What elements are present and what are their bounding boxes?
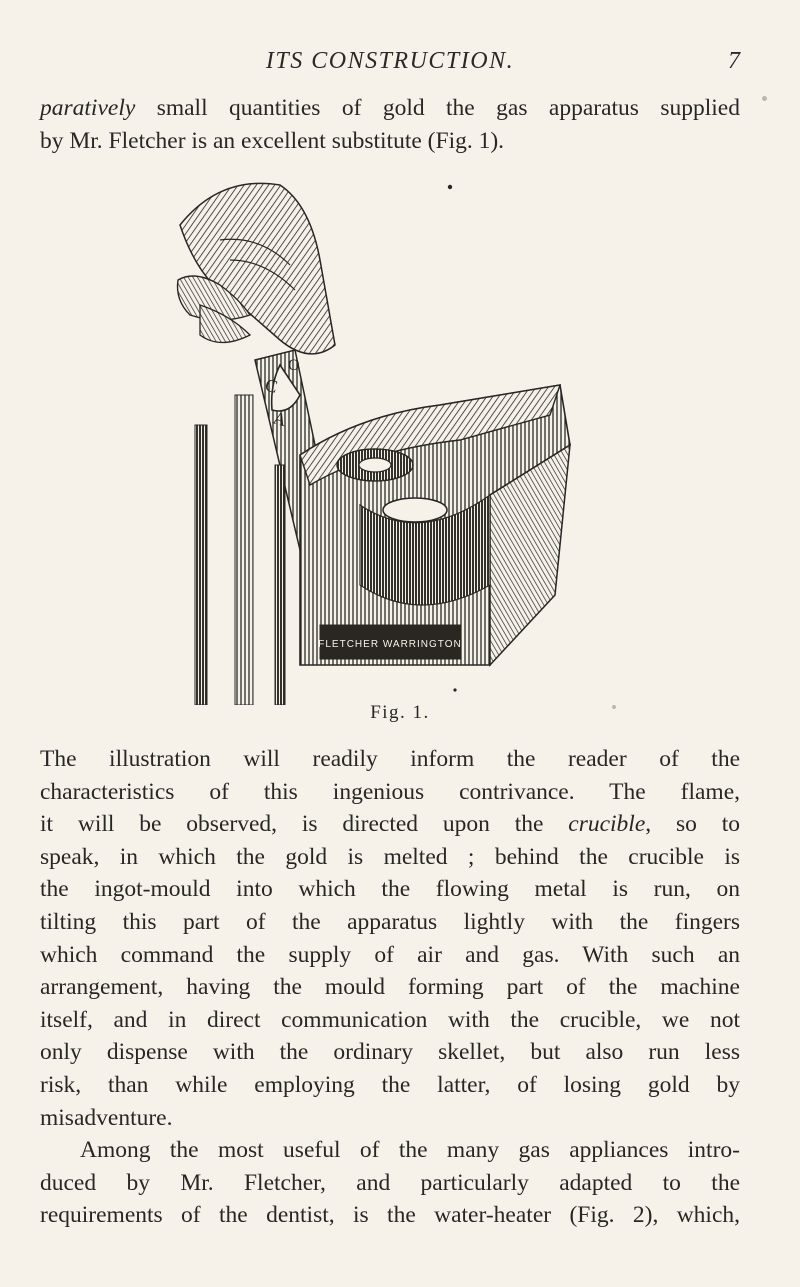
stand-legs xyxy=(195,395,285,705)
main-line-7: which command the supply of air and gas. With such an xyxy=(40,941,740,968)
main-line-2: characteristics of this ingenious contrivance. The flame, xyxy=(40,778,740,805)
burner-body xyxy=(300,385,570,665)
svg-text:O: O xyxy=(288,357,300,374)
svg-text:A: A xyxy=(270,407,289,431)
intro-line-1-text: small quantities of gold the gas apparatus supplied xyxy=(135,95,740,121)
hand-illustration xyxy=(178,183,336,354)
paragraph-next xyxy=(40,1134,740,1232)
main-line-9: itself, and in direct communication with the crucible, we not xyxy=(40,1006,740,1033)
main-line-6: tilting this part of the apparatus lightly with the fingers xyxy=(40,908,740,935)
paragraph-intro xyxy=(40,92,740,157)
crucible-italic: crucible xyxy=(568,811,646,838)
main-line-10: only dispense with the ordinary skellet, but also run less xyxy=(40,1039,740,1066)
makers-plate-text: FLETCHER WARRINGTON xyxy=(318,639,462,650)
main-line-11: risk, than while employing the latter, of losing gold by xyxy=(40,1071,740,1098)
intro-line-1 xyxy=(40,92,740,125)
next-line-3: requirements of the dentist, is the water-heater (Fig. 2), which, xyxy=(40,1202,740,1229)
main-line-8: arrangement, having the mould forming part of the machine xyxy=(40,974,740,1001)
paper-speck xyxy=(612,705,616,709)
main-line-3-pre: it will be observed, is directed upon the xyxy=(40,811,569,838)
next-line-1: Among the most useful of the many gas appliances intro- xyxy=(80,1137,740,1163)
main-line-5: the ingot-mould into which the flowing metal is run, on xyxy=(40,876,740,903)
svg-text:C: C xyxy=(262,374,280,397)
intro-italic-word: paratively xyxy=(40,95,136,121)
main-line-1: The illustration will readily inform the reader of the xyxy=(40,746,740,772)
paragraph-main xyxy=(40,743,740,1134)
next-line-2: duced by Mr. Fletcher, and particularly adapted to the xyxy=(40,1169,740,1196)
main-line-4: speak, in which the gold is melted ; behind the crucible is xyxy=(40,843,740,870)
figure-gas-apparatus xyxy=(160,165,600,705)
intro-line-2: by Mr. Fletcher is an excellent substitute (Fig. 1). xyxy=(40,127,505,154)
running-head xyxy=(40,48,740,88)
page-number: 7 xyxy=(728,48,740,74)
paper-speck xyxy=(762,96,767,101)
main-line-12: misadventure. xyxy=(40,1104,173,1131)
figure-caption: Fig. 1. xyxy=(370,702,430,723)
main-line-3-post: , so to xyxy=(645,811,740,838)
running-head-title: ITS CONSTRUCTION. xyxy=(265,48,515,74)
main-line-3 xyxy=(40,808,740,841)
